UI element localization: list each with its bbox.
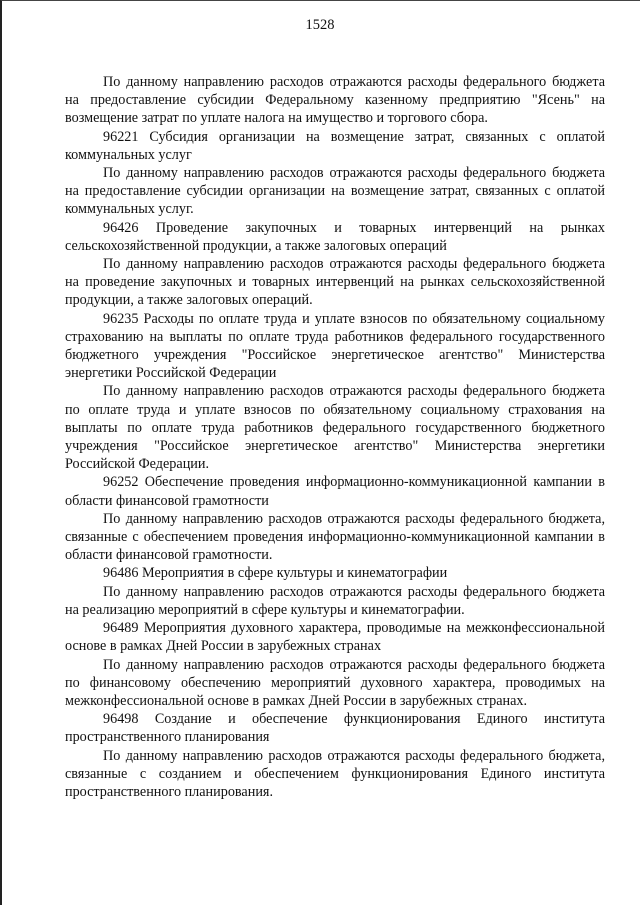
document-body (65, 73, 605, 801)
paragraph: По данному направлению расходов отражаются расходы федерального бюджета по оплате труда и уплате взносов по обязательному социальному страхования на выплаты по оплате труда работников федерального государственного бюджетного учреждения "Российское энергетическое агентство" Министерства энергетики Российской Федерации. (65, 383, 605, 473)
page-number: 1528 (305, 17, 335, 33)
section-heading: 96221 Субсидия организации на возмещение затрат, связанных с оплатой коммунальных услуг (65, 128, 605, 163)
section-heading: 96498 Создание и обеспечение функционирования Единого института пространственного планирования (65, 711, 605, 746)
paragraph: По данному направлению расходов отражаются расходы федерального бюджета на проведение закупочных и товарных интервенций на рынках сельскохозяйственной продукции, а также залоговых операций. (65, 256, 605, 309)
paragraph: По данному направлению расходов отражаются расходы федерального бюджета, связанные с обеспечением проведения информационно-коммуникационной кампании в области финансовой грамотности. (65, 510, 605, 564)
paragraph: По данному направлению расходов отражаются расходы федерального бюджета по финансовому обеспечению мероприятий духовного характера, проводимых на межконфессиональной основе в рамках Дней России в зарубежных странах. (65, 656, 605, 709)
paragraph: По данному направлению расходов отражаются расходы федерального бюджета на реализацию мероприятий в сфере культуры и кинематографии. (65, 583, 605, 618)
paragraph: По данному направлению расходов отражаются расходы федерального бюджета на предоставление субсидии Федеральному казенному предприятию "Ясень" на возмещение затрат по уплате налога на имущество и торгового сбора. (65, 74, 605, 127)
section-heading: 96489 Мероприятия духовного характера, проводимые на межконфессиональной основе в рамках Дней России в зарубежных странах (65, 620, 605, 655)
section-heading: 96426 Проведение закупочных и товарных интервенций на рынках сельскохозяйственной продукции, а также залоговых операций (65, 219, 605, 254)
section-heading: 96252 Обеспечение проведения информационно-коммуникационной кампании в области финансовой грамотности (65, 474, 605, 509)
section-heading: 96235 Расходы по оплате труда и уплате взносов по обязательному социальному страхованию на выплаты по оплате труда работников федерального государственного бюджетного учреждения "Российское энергетическое агентство" Министерства энергетики Российской Федерации (65, 310, 605, 382)
paragraph: По данному направлению расходов отражаются расходы федерального бюджета на предоставление субсидии организации на возмещение затрат, связанных с оплатой коммунальных услуг. (65, 165, 605, 218)
section-heading: 96486 Мероприятия в сфере культуры и кинематографии (103, 565, 448, 582)
paragraph: По данному направлению расходов отражаются расходы федерального бюджета, связанные с созданием и обеспечением функционирования Единого института пространственного планирования. (65, 747, 605, 800)
